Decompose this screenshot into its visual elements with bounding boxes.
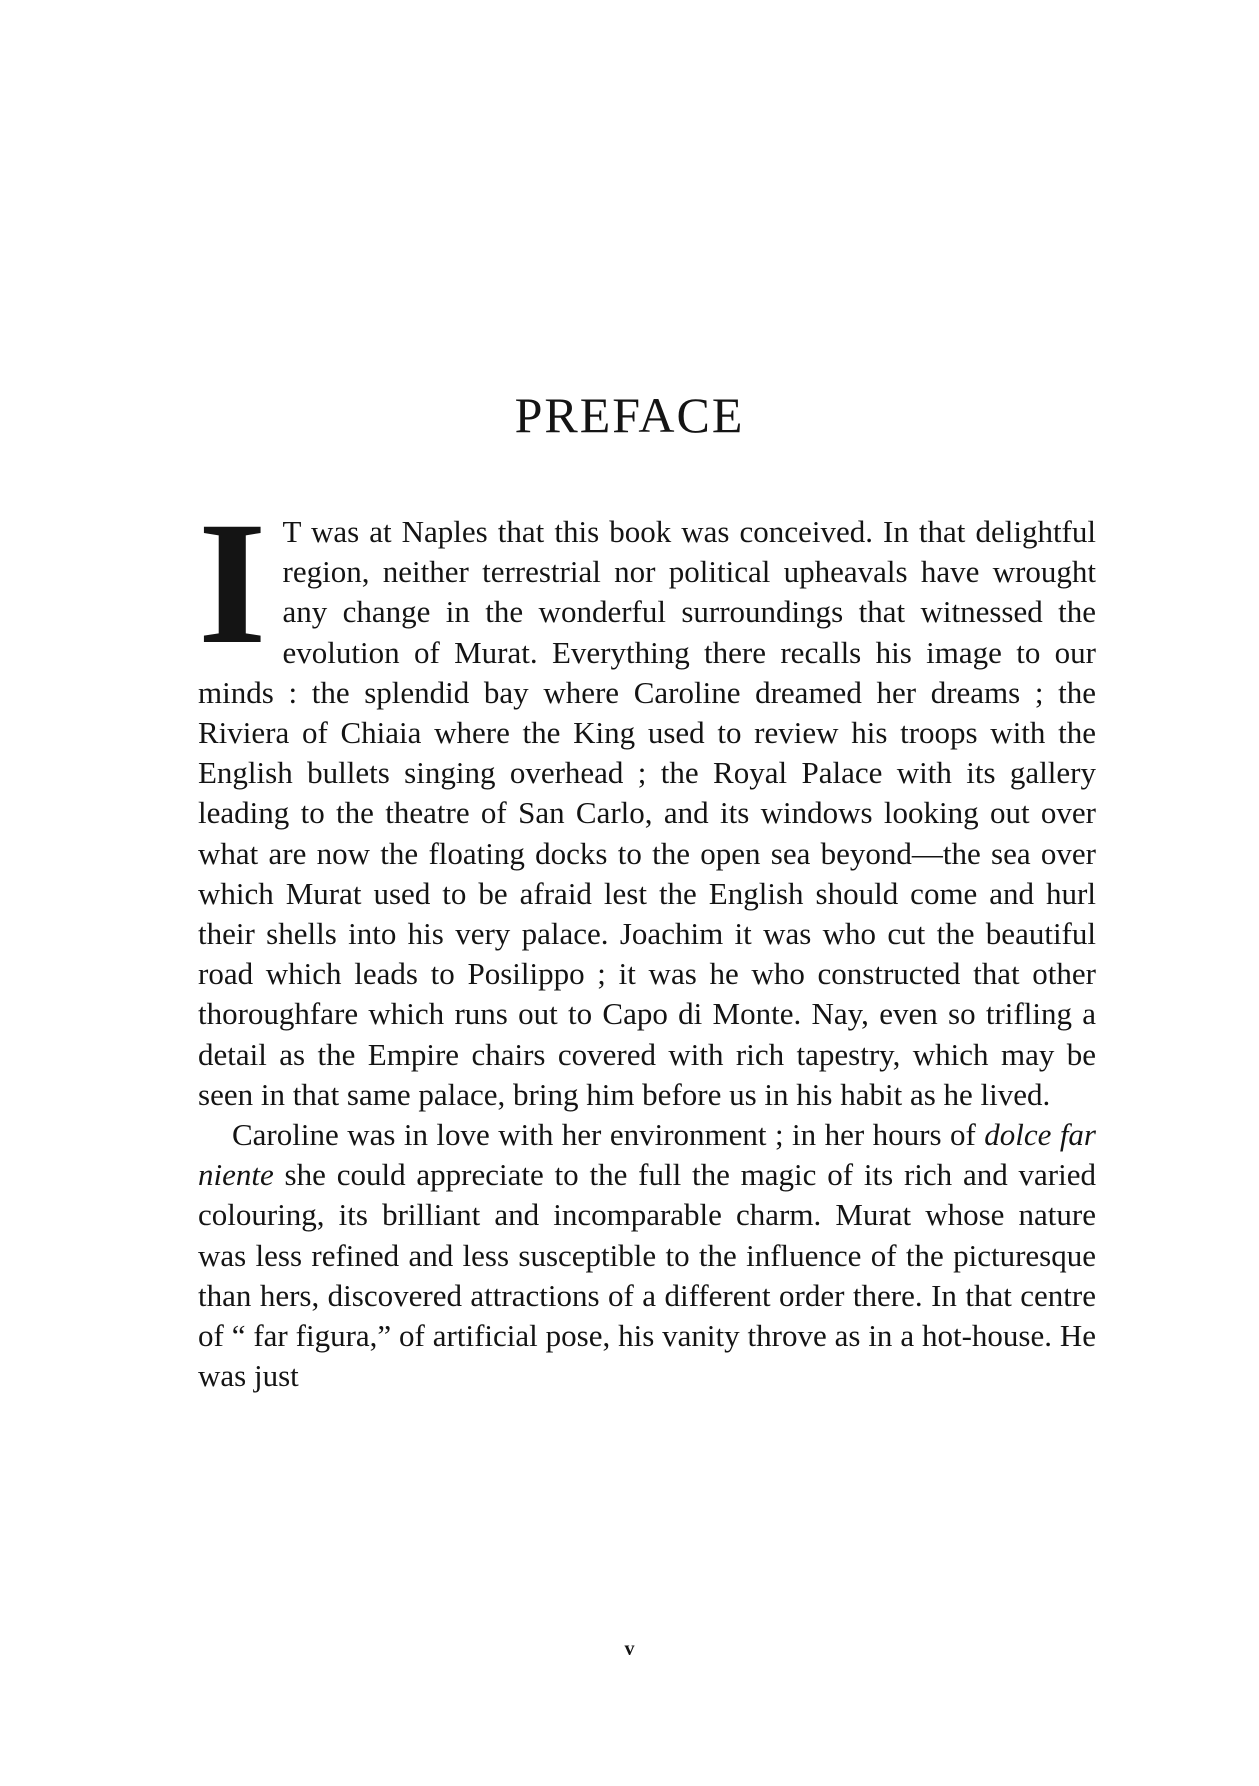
drop-cap: I bbox=[198, 486, 267, 681]
paragraph-2-text-start: Caroline was in love with her environment ; in her hours of bbox=[232, 1117, 985, 1153]
page-number: v bbox=[624, 1638, 635, 1660]
paragraph-1-text: T was at Naples that this book was conceived. In that delightful region, neither terrestrial nor political upheavals have wrought any change in the wonderful surroundings that witnessed the evolution of Murat. Everything there recalls his image to our minds : the splendid bay where Caroline dreamed her dreams ; the Riviera of Chiaia where the King used to review his troops with the English bullets singing overhead ; the Royal Palace with its gallery leading to the theatre of San Carlo, and its windows looking out over what are now the floating docks to the open sea beyond—the sea over which Murat used to be afraid lest the English should come and hurl their shells into his very palace. Joachim it was who cut the beautiful road which leads to Posilippo ; it was he who constructed that other thoroughfare which runs out to Capo di Monte. Nay, even so trifling a detail as the Empire chairs covered with rich tapestry, which may be seen in that same palace, bring him before us in his habit as he lived. bbox=[198, 514, 1096, 1112]
paragraph-2 bbox=[198, 1115, 1096, 1396]
preface-body bbox=[198, 486, 1096, 1396]
paragraph-2-text-end: she could appreciate to the full the magic of its rich and varied colouring, its brilliant and incomparable charm. Murat whose nature was less refined and less susceptible to the influence of the picturesque than hers, discovered attractions of a different order there. In that centre of “ far figura,” of artificial pose, his vanity throve as in a hot-house. He was just bbox=[198, 1157, 1096, 1394]
paragraph-1 bbox=[198, 486, 1096, 1115]
page-title: PREFACE bbox=[514, 387, 745, 443]
italic-phrase: dolce far niente bbox=[198, 1117, 1096, 1193]
